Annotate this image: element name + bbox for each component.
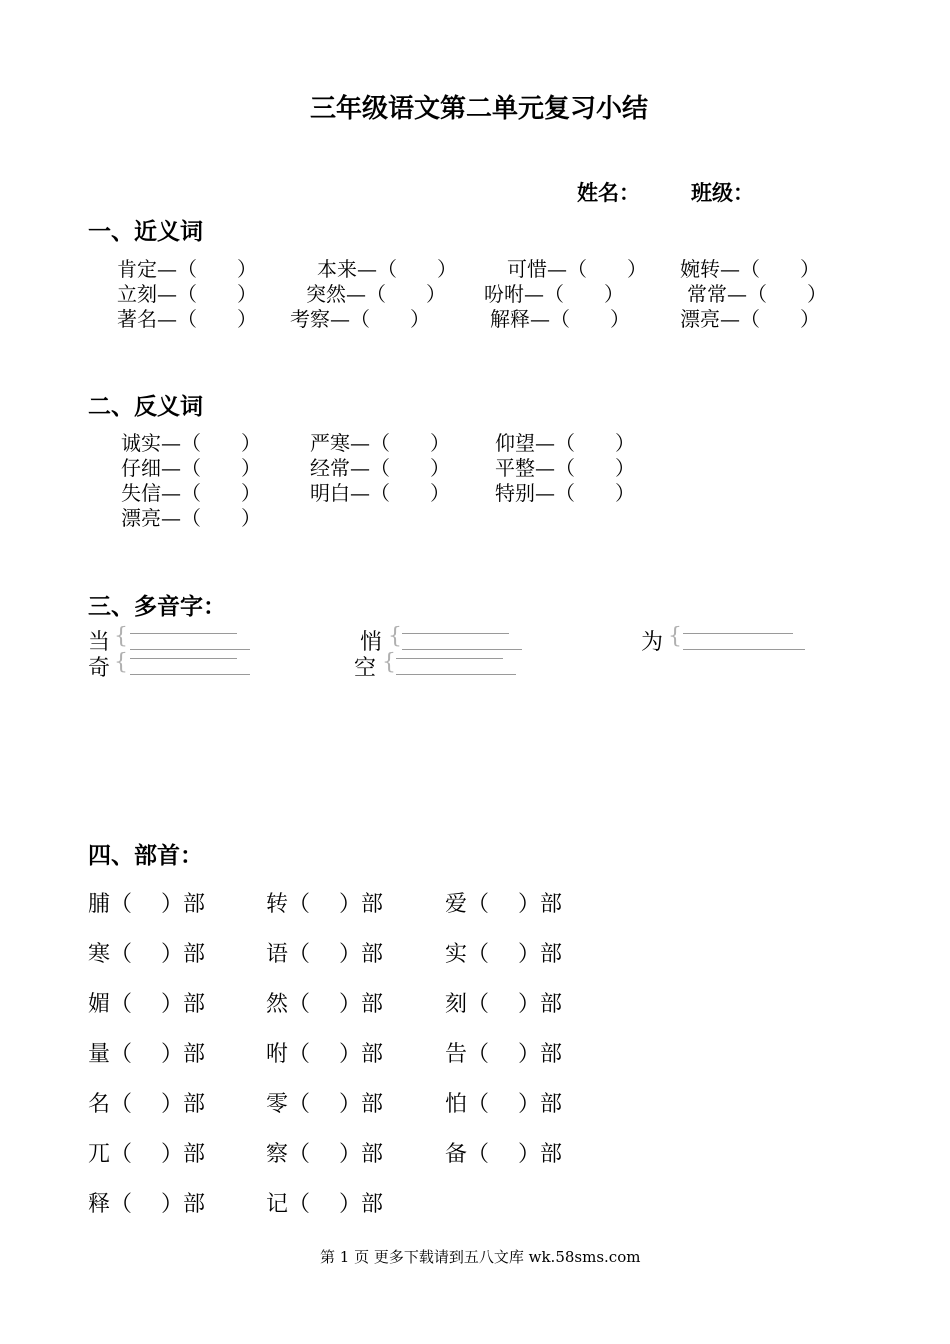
page-footer: 第 1 页 更多下载请到五八文库 wk.58sms.com	[320, 1248, 641, 1266]
antonym-item: 严寒—（ ）	[310, 431, 450, 455]
antonym-item: 漂亮—（ ）	[121, 506, 261, 530]
synonym-item: 吩咐—（ ）	[484, 282, 624, 306]
synonym-item: 婉转—（ ）	[680, 257, 820, 281]
radical-item: 寒（ ）部	[88, 942, 205, 967]
synonym-item: 立刻—（ ）	[117, 282, 257, 306]
answer-line[interactable]	[683, 633, 793, 634]
radical-item: 察（ ）部	[266, 1142, 383, 1167]
brace-icon: {	[388, 624, 402, 649]
brace-icon: {	[382, 650, 396, 675]
radical-item: 备（ ）部	[445, 1142, 562, 1167]
radical-item: 脯（ ）部	[88, 892, 205, 917]
answer-line[interactable]	[402, 633, 509, 634]
radical-item: 量（ ）部	[88, 1042, 205, 1067]
polyphone-char: 为	[641, 630, 664, 655]
synonyms-heading: 一、近义词	[88, 218, 203, 245]
polyphone-char: 悄	[360, 630, 383, 655]
radicals-heading: 四、部首：	[88, 842, 203, 869]
polyphones-heading: 三、多音字：	[88, 593, 226, 620]
name-label: 姓名：	[577, 180, 640, 205]
synonym-item: 考察—（ ）	[290, 307, 430, 331]
answer-line[interactable]	[130, 658, 237, 659]
synonym-item: 本来—（ ）	[317, 257, 457, 281]
radical-item: 语（ ）部	[266, 942, 383, 967]
antonym-item: 仰望—（ ）	[495, 431, 635, 455]
antonym-item: 诚实—（ ）	[121, 431, 261, 455]
radical-item: 实（ ）部	[445, 942, 562, 967]
brace-icon: {	[668, 624, 682, 649]
radical-item: 告（ ）部	[445, 1042, 562, 1067]
synonym-item: 可惜—（ ）	[507, 257, 647, 281]
synonym-item: 肯定—（ ）	[117, 257, 257, 281]
page-title: 三年级语文第二单元复习小结	[310, 94, 649, 124]
answer-line[interactable]	[130, 674, 250, 675]
answer-line[interactable]	[396, 674, 516, 675]
radical-item: 释（ ）部	[88, 1192, 205, 1217]
radical-item: 转（ ）部	[266, 892, 383, 917]
radical-item: 然（ ）部	[266, 992, 383, 1017]
polyphone-char: 当	[88, 630, 111, 655]
answer-line[interactable]	[683, 649, 805, 650]
antonyms-heading: 二、反义词	[88, 393, 203, 420]
radical-item: 刻（ ）部	[445, 992, 562, 1017]
answer-line[interactable]	[130, 633, 237, 634]
antonym-item: 经常—（ ）	[310, 456, 450, 480]
class-label: 班级：	[691, 180, 754, 205]
antonym-item: 失信—（ ）	[121, 481, 261, 505]
radical-item: 怕（ ）部	[445, 1092, 562, 1117]
radical-item: 媚（ ）部	[88, 992, 205, 1017]
synonym-item: 解释—（ ）	[490, 307, 630, 331]
radical-item: 记（ ）部	[266, 1192, 383, 1217]
brace-icon: {	[114, 624, 128, 649]
antonym-item: 仔细—（ ）	[121, 456, 261, 480]
synonym-item: 漂亮—（ ）	[680, 307, 820, 331]
radical-item: 零（ ）部	[266, 1092, 383, 1117]
synonym-item: 著名—（ ）	[117, 307, 257, 331]
synonym-item: 突然—（ ）	[306, 282, 446, 306]
synonym-item: 常常—（ ）	[687, 282, 827, 306]
polyphone-char: 空	[354, 656, 377, 681]
radical-item: 兀（ ）部	[88, 1142, 205, 1167]
brace-icon: {	[114, 650, 128, 675]
radical-item: 名（ ）部	[88, 1092, 205, 1117]
answer-line[interactable]	[396, 658, 503, 659]
polyphone-char: 奇	[88, 656, 111, 681]
antonym-item: 明白—（ ）	[310, 481, 450, 505]
antonym-item: 特别—（ ）	[495, 481, 635, 505]
radical-item: 爱（ ）部	[445, 892, 562, 917]
radical-item: 咐（ ）部	[266, 1042, 383, 1067]
answer-line[interactable]	[130, 649, 250, 650]
antonym-item: 平整—（ ）	[495, 456, 635, 480]
answer-line[interactable]	[402, 649, 522, 650]
